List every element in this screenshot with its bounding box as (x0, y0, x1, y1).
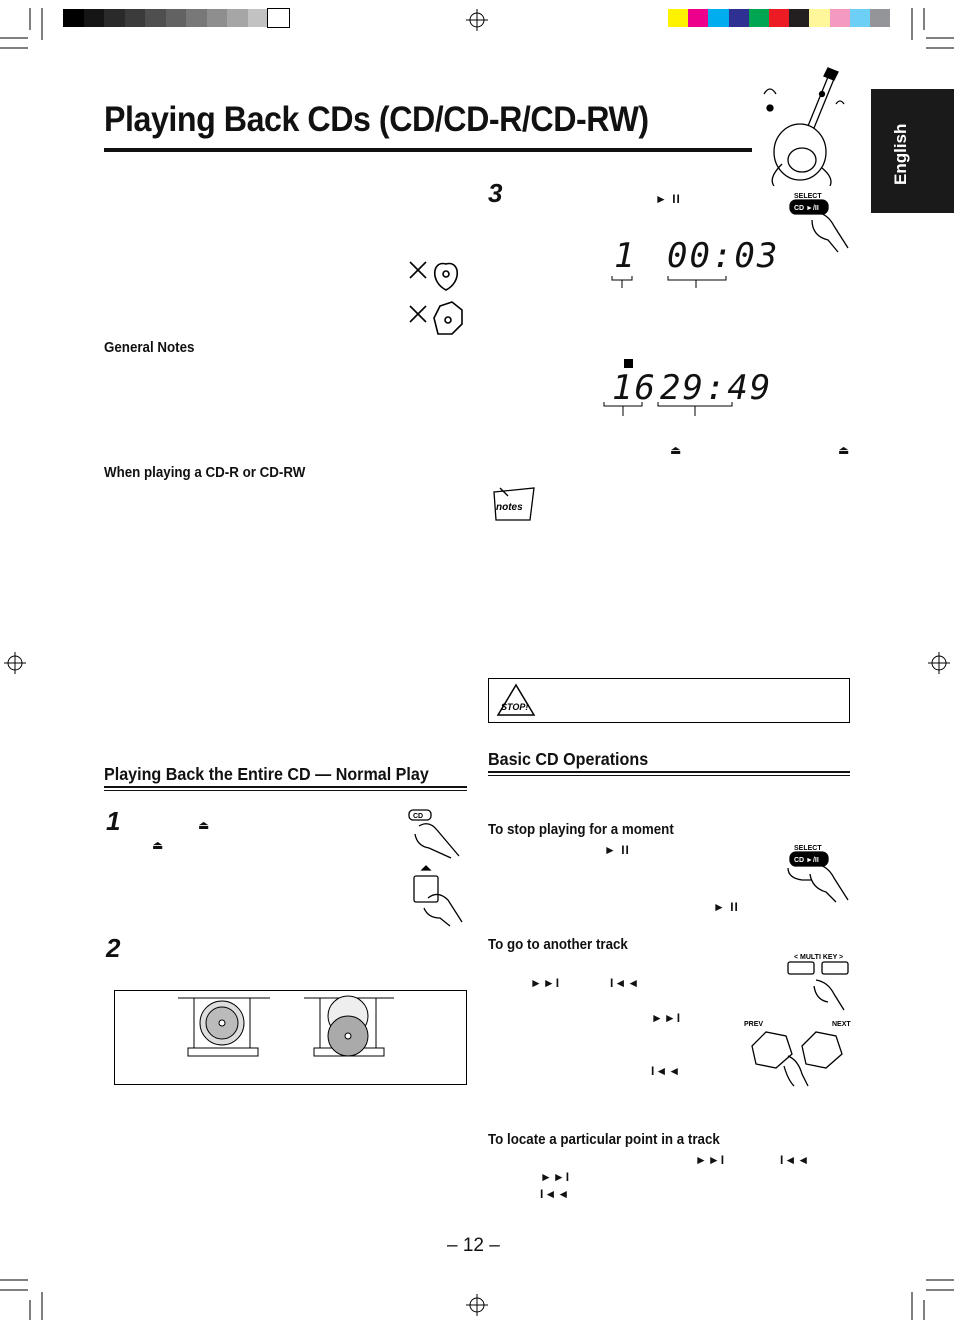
prev-symbol: I◄◄ (610, 976, 641, 990)
notes-icon-label: notes (496, 502, 523, 513)
guitar-illustration (752, 64, 858, 186)
cd-eject-label: CD (413, 813, 424, 820)
prev-symbol: I◄◄ (780, 1153, 811, 1167)
play-pause-symbol: ► II (713, 900, 739, 914)
cd-eject-button-illustration (405, 808, 465, 860)
stop-icon-label: STOP! (501, 702, 529, 712)
next-symbol: ►►I (530, 976, 561, 990)
language-tab (871, 89, 954, 213)
display-track-number: 1 (614, 236, 637, 276)
registration-mark-right (928, 652, 950, 674)
to-stop-heading: To stop playing for a moment (488, 822, 674, 838)
next-symbol: ►►I (540, 1170, 571, 1184)
play-pause-symbol: ► II (604, 843, 630, 857)
cdr-notes-heading: When playing a CD-R or CD-RW (104, 465, 306, 481)
prev-symbol: I◄◄ (651, 1064, 682, 1078)
general-notes-heading: General Notes (104, 340, 195, 356)
language-tab-label: English (891, 123, 910, 185)
eject-button-illustration (408, 864, 466, 928)
next-label: NEXT (832, 1021, 851, 1028)
select-label: SELECT (794, 845, 822, 852)
display-time: 00:03 (667, 236, 780, 276)
basic-ops-rule (488, 771, 850, 773)
cd-play-label: CD ►/II (794, 857, 819, 864)
registration-mark-bottom (466, 1294, 488, 1316)
multi-key-label: < MULTI KEY > (794, 954, 844, 961)
step-2-number: 2 (106, 933, 121, 963)
eject-symbol: ⏏ (152, 838, 165, 852)
normal-play-rule (104, 786, 467, 788)
eject-symbol: ⏏ (670, 443, 683, 457)
stop-indicator (624, 359, 633, 368)
display-1-brackets (610, 274, 730, 288)
to-go-heading: To go to another track (488, 937, 628, 953)
display-total-tracks: 16 (612, 368, 657, 408)
eject-symbol: ⏏ (838, 443, 851, 457)
unusual-disc-icons (408, 258, 466, 342)
select-cd-play-button-illustration (786, 190, 852, 256)
caution-box (488, 678, 850, 723)
notes-icon (490, 484, 538, 524)
select-cd-play-button-illustration (786, 842, 852, 904)
next-symbol: ►►I (651, 1011, 682, 1025)
registration-mark-top (466, 9, 488, 31)
basic-ops-heading: Basic CD Operations (488, 749, 649, 769)
display-total-time: 29:49 (660, 368, 773, 408)
prev-next-buttons-illustration (742, 1016, 854, 1088)
cd-play-label: CD ►/II (794, 205, 819, 212)
stop-warning-icon (496, 683, 540, 719)
step-3-number: 3 (488, 178, 503, 208)
registration-mark-left (4, 652, 26, 674)
page-title: Playing Back CDs (CD/CD-R/CD-RW) (104, 100, 649, 139)
title-rule (104, 148, 752, 152)
play-pause-symbol: ► II (655, 192, 681, 206)
eject-symbol: ⏏ (198, 818, 211, 832)
to-locate-heading: To locate a particular point in a track (488, 1132, 720, 1148)
page-number: – 12 – (447, 1235, 500, 1256)
disc-tray-figure (114, 990, 468, 1086)
multi-key-illustration (786, 950, 852, 1012)
next-symbol: ►►I (695, 1153, 726, 1167)
step-1-number: 1 (106, 806, 121, 836)
display-2-brackets (602, 400, 738, 416)
prev-label: PREV (744, 1021, 764, 1028)
select-label: SELECT (794, 193, 822, 200)
prev-symbol: I◄◄ (540, 1187, 571, 1201)
normal-play-heading: Playing Back the Entire CD — Normal Play (104, 764, 429, 784)
